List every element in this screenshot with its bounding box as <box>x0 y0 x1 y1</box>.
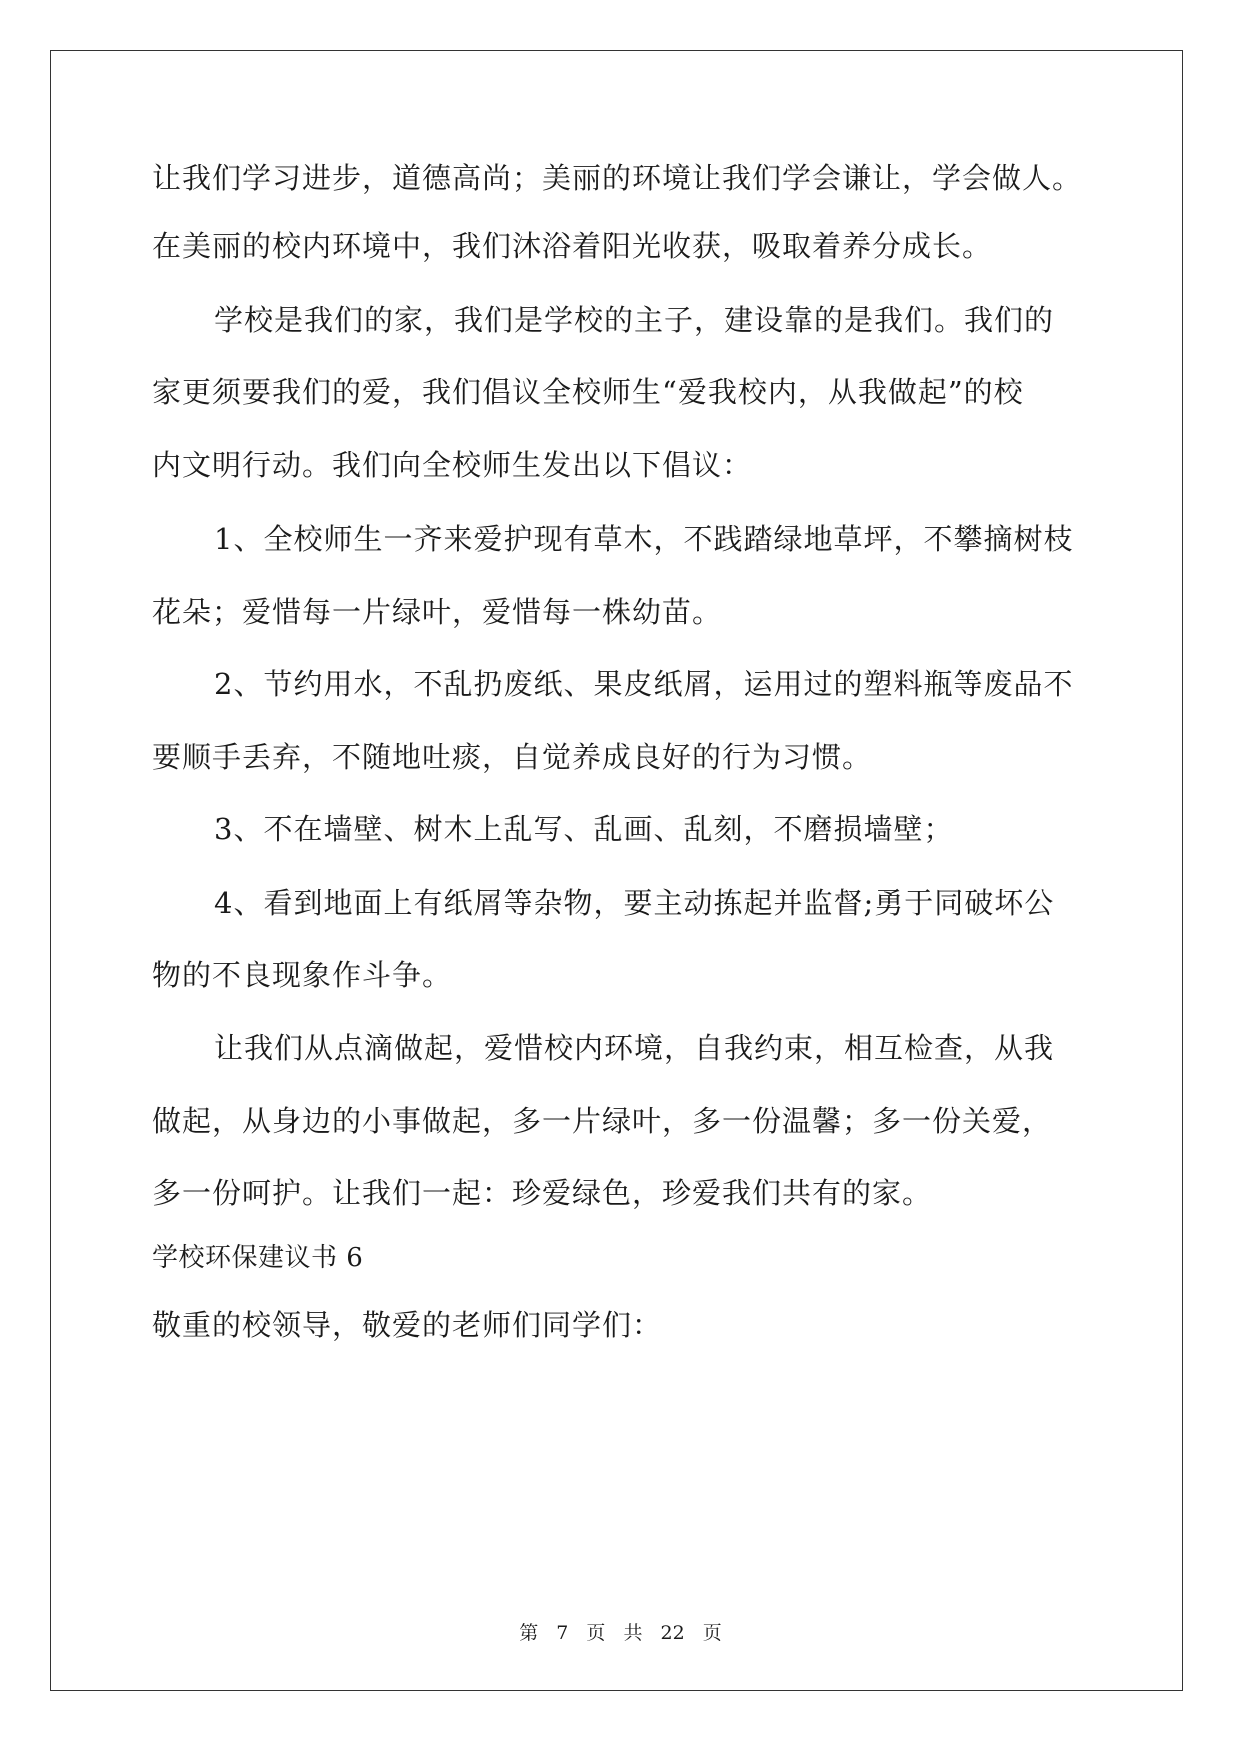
body-line-5: 内文明行动。我们向全校师生发出以下倡议： <box>152 448 753 482</box>
section-title: 学校环保建议书 6 <box>152 1243 364 1273</box>
body-line-13: 让我们从点滴做起，爱惜校内环境，自我约束，相互检查，从我 <box>214 1031 1055 1065</box>
body-line-10: 3、不在墙壁、树木上乱写、乱画、乱刻，不磨损墙壁； <box>214 812 954 846</box>
salutation: 敬重的校领导，敬爱的老师们同学们： <box>152 1308 663 1342</box>
body-line-9: 要顺手丢弃，不随地吐痰，自觉养成良好的行为习惯。 <box>152 740 873 774</box>
body-line-3: 学校是我们的家，我们是学校的主子，建设靠的是我们。我们的 <box>214 303 1055 337</box>
body-line-15: 多一份呵护。让我们一起：珍爱绿色，珍爱我们共有的家。 <box>152 1176 933 1210</box>
page-border <box>50 50 1183 1691</box>
body-line-1: 让我们学习进步，道德高尚；美丽的环境让我们学会谦让，学会做人。 <box>152 161 1083 195</box>
body-line-2: 在美丽的校内环境中，我们沐浴着阳光收获，吸取着养分成长。 <box>152 229 993 263</box>
page-number-footer: 第 7 页 共 22 页 <box>519 1622 722 1644</box>
body-line-8: 2、节约用水，不乱扔废纸、果皮纸屑，运用过的塑料瓶等废品不 <box>214 667 1074 701</box>
body-line-7: 花朵；爱惜每一片绿叶，爱惜每一株幼苗。 <box>152 595 723 629</box>
body-line-11: 4、看到地面上有纸屑等杂物，要主动拣起并监督;勇于同破坏公 <box>214 886 1055 920</box>
body-line-4: 家更须要我们的爱，我们倡议全校师生“爱我校内，从我做起”的校 <box>152 375 1024 409</box>
body-line-14: 做起，从身边的小事做起，多一片绿叶，多一份温馨；多一份关爱， <box>152 1104 1053 1138</box>
body-line-12: 物的不良现象作斗争。 <box>152 958 453 992</box>
body-line-6: 1、全校师生一齐来爱护现有草木，不践踏绿地草坪，不攀摘树枝 <box>214 522 1074 556</box>
